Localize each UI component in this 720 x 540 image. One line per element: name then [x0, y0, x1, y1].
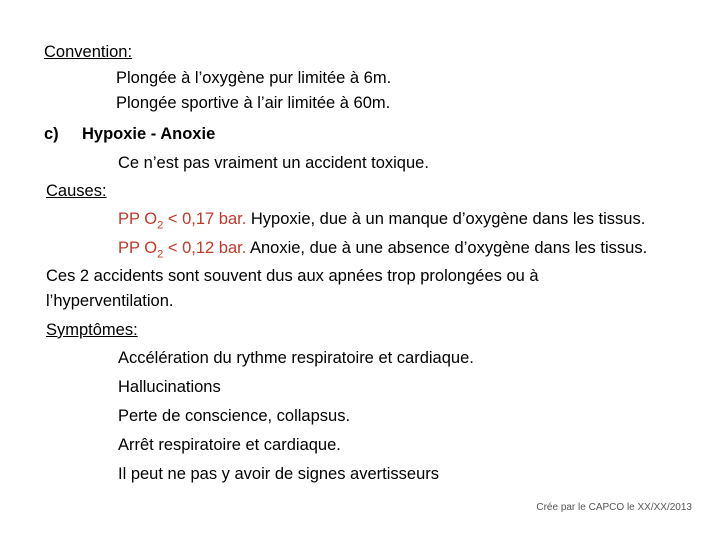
cause-text: Anoxie, due à une absence d’oxygène dans les tissus. [246, 239, 648, 257]
convention-line: Plongée sportive à l’air limitée à 60m. [116, 94, 391, 112]
convention-line: Plongée à l’oxygène pur limitée à 6m. [116, 69, 392, 87]
convention-heading: Convention: [44, 43, 133, 61]
cause-text: Hypoxie, due à un manque d’oxygène dans les tissus. [246, 210, 646, 228]
symptome-item: Accélération du rythme respiratoire et cardiaque. [118, 349, 474, 367]
symptome-item: Perte de conscience, collapsus. [118, 407, 351, 425]
cause-item [118, 238, 647, 264]
symptome-item: Hallucinations [118, 378, 221, 396]
causes-note: Ces 2 accidents sont souvent dus aux apnées trop prolongées ou à [46, 267, 539, 285]
cause-item [118, 209, 645, 235]
symptome-item: Arrêt respiratoire et cardiaque. [118, 436, 341, 454]
symptome-item: Il peut ne pas y avoir de signes avertisseurs [118, 465, 440, 483]
footer-credit: Crée par le CAPCO le XX/XX/2013 [536, 502, 692, 513]
pp-value: PP $O_2 < 0,12$ bar. [118, 239, 247, 261]
section-marker: c) [44, 125, 59, 143]
section-intro: Ce n’est pas vraiment un accident toxique. [118, 154, 429, 172]
causes-heading: Causes: [46, 182, 107, 200]
section-title: Hypoxie - Anoxie [82, 125, 216, 143]
causes-note: l’hyperventilation. [46, 292, 174, 310]
pp-value: PP $O_2 < 0,17$ bar. [118, 210, 247, 232]
symptomes-heading: Symptômes: [46, 321, 138, 339]
